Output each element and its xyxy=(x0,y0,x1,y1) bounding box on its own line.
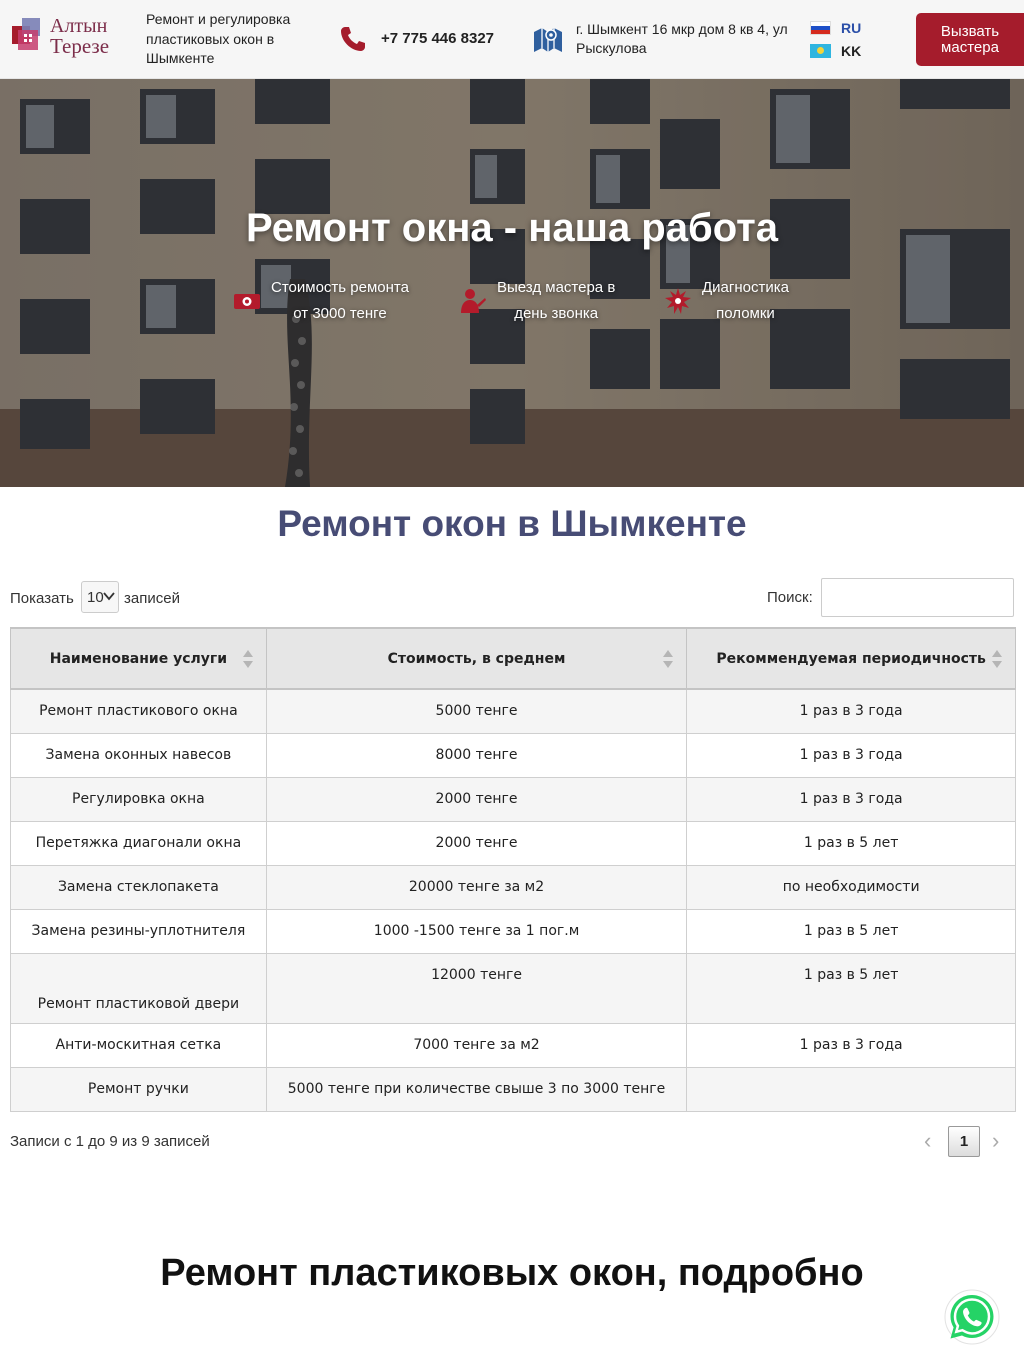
feature-price-text xyxy=(271,275,409,327)
lang-kk[interactable] xyxy=(810,43,861,59)
price-table xyxy=(10,627,1016,1112)
logo-icon xyxy=(12,18,46,52)
cell-periodicity: 1 раз в 5 лет xyxy=(687,953,1016,1023)
table-row xyxy=(11,689,1016,733)
sort-icon xyxy=(991,647,1003,671)
cell-periodicity: 1 раз в 5 лет xyxy=(687,909,1016,953)
column-header-price[interactable] xyxy=(266,628,686,689)
pagination-next[interactable]: › xyxy=(992,1128,1000,1153)
details-title: Ремонт пластиковых окон, подробно xyxy=(160,1252,864,1294)
sort-icon xyxy=(242,647,254,671)
cell-periodicity: 1 раз в 5 лет xyxy=(687,821,1016,865)
lang-ru[interactable] xyxy=(810,20,861,36)
feature-visit-text xyxy=(497,275,615,327)
feature-price xyxy=(233,275,409,327)
pagination-previous[interactable]: ‹ xyxy=(924,1128,932,1153)
hero-banner xyxy=(0,79,1024,487)
cell-price: 5000 тенге при количестве свыше 3 по 3000 тенге xyxy=(266,1067,686,1111)
cell-service: Перетяжка диагонали окна xyxy=(11,821,267,865)
phone-link[interactable]: +7 775 446 8327 xyxy=(381,30,495,47)
feature-diagnostic-text xyxy=(702,275,789,327)
table-row xyxy=(11,1023,1016,1067)
lang-ru-label: RU xyxy=(841,20,862,36)
lang-kk-label: KK xyxy=(841,43,862,59)
cell-service: Замена резины-уплотнителя xyxy=(11,909,267,953)
table-header-row xyxy=(11,628,1016,689)
feature-diagnostic xyxy=(664,275,789,327)
cell-price: 5000 тенге xyxy=(266,689,686,733)
table-row xyxy=(11,1067,1016,1111)
cell-price: 2000 тенге xyxy=(266,777,686,821)
phone-icon xyxy=(338,24,368,54)
feature-price-line1: Стоимость ремонта xyxy=(271,279,409,296)
sort-icon xyxy=(662,647,674,671)
cell-periodicity: 1 раз в 3 года xyxy=(687,689,1016,733)
feature-visit-line1: Выезд мастера в xyxy=(497,279,616,296)
logo-line-2: Терезе xyxy=(50,34,110,58)
money-icon xyxy=(233,287,261,315)
page-length-value: 10 xyxy=(87,589,104,606)
chevron-down-icon xyxy=(103,590,115,602)
call-master-button[interactable]: Вызвать мастера xyxy=(916,13,1024,66)
cell-price: 2000 тенге xyxy=(266,821,686,865)
russia-flag-icon xyxy=(810,21,831,35)
logo-line-1: Алтын xyxy=(50,15,108,37)
feature-diagnostic-line2: поломки xyxy=(716,305,775,322)
feature-visit xyxy=(459,275,615,327)
cell-periodicity: по необходимости xyxy=(687,865,1016,909)
cell-periodicity: 1 раз в 3 года xyxy=(687,1023,1016,1067)
feature-visit-line2: день звонка xyxy=(514,305,599,322)
cell-service: Замена оконных навесов xyxy=(11,733,267,777)
address: г. Шымкент 16 мкр дом 8 кв 4, ул Рыскулова xyxy=(576,21,788,56)
whatsapp-icon[interactable] xyxy=(944,1289,1000,1345)
cell-service: Анти-москитная сетка xyxy=(11,1023,267,1067)
feature-price-line2: от 3000 тенге xyxy=(293,305,387,322)
table-row xyxy=(11,953,1016,1023)
cell-price: 8000 тенге xyxy=(266,733,686,777)
search-input[interactable] xyxy=(821,578,1014,617)
table-info: Записи с 1 до 9 из 9 записей xyxy=(10,1133,210,1150)
column-header-periodicity-label: Рекоммендуемая периодичность xyxy=(716,650,986,667)
cell-service: Ремонт ручки xyxy=(11,1067,267,1111)
map-icon xyxy=(533,25,563,53)
feature-diagnostic-line1: Диагностика xyxy=(702,279,789,296)
column-header-service[interactable] xyxy=(11,628,267,689)
header-tagline: Ремонт и регулировка пластиковых окон в Шымкенте xyxy=(146,11,291,66)
hero-title: Ремонт окна - наша работа xyxy=(246,206,778,250)
cell-price: 20000 тенге за м2 xyxy=(266,865,686,909)
cell-price: 1000 -1500 тенге за 1 пог.м xyxy=(266,909,686,953)
page-length-select[interactable] xyxy=(81,581,119,613)
cell-periodicity xyxy=(687,1067,1016,1111)
column-header-periodicity[interactable] xyxy=(687,628,1016,689)
cell-service: Ремонт пластикового окна xyxy=(11,689,267,733)
cell-service: Регулировка окна xyxy=(11,777,267,821)
logo[interactable] xyxy=(12,16,127,62)
table-row xyxy=(11,865,1016,909)
table-row xyxy=(11,821,1016,865)
cell-service: Замена стеклопакета xyxy=(11,865,267,909)
diagnostic-icon xyxy=(664,287,692,315)
worker-icon xyxy=(459,287,487,315)
table-row xyxy=(11,733,1016,777)
page-length-suffix: записей xyxy=(124,590,180,607)
cell-periodicity: 1 раз в 3 года xyxy=(687,733,1016,777)
cell-price: 7000 тенге за м2 xyxy=(266,1023,686,1067)
cell-service: Ремонт пластиковой двери xyxy=(11,953,267,1023)
table-row xyxy=(11,777,1016,821)
page-length-label: Показать xyxy=(10,590,74,607)
section-title: Ремонт окон в Шымкенте xyxy=(277,503,747,544)
cell-periodicity: 1 раз в 3 года xyxy=(687,777,1016,821)
table-row xyxy=(11,909,1016,953)
search-label: Поиск: xyxy=(767,589,813,606)
pagination-page-1[interactable]: 1 xyxy=(948,1126,980,1157)
site-header xyxy=(0,0,1024,79)
cell-price: 12000 тенге xyxy=(266,953,686,1023)
column-header-service-label: Наименование услуги xyxy=(49,650,228,667)
column-header-price-label: Стоимость, в среднем xyxy=(387,650,566,667)
kazakhstan-flag-icon xyxy=(810,44,831,58)
